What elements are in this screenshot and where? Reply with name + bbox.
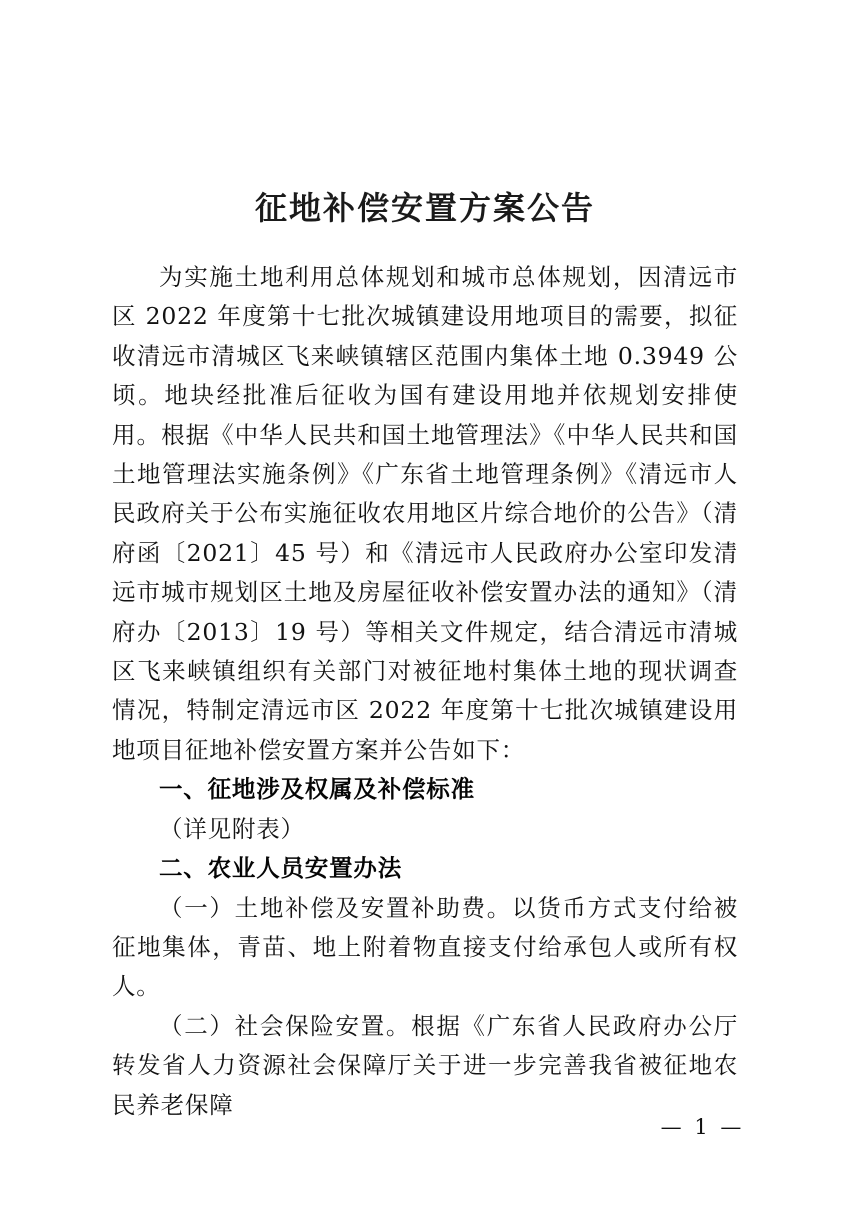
section-heading-two: 二、农业人员安置办法: [159, 854, 402, 883]
page-number: — 1 —: [660, 1115, 745, 1139]
section-heading-one: 一、征地涉及权属及补偿标准: [159, 775, 475, 804]
document-body: [112, 258, 738, 1125]
page-title: 征地补偿安置方案公告: [254, 189, 595, 228]
page-footer: [0, 1115, 850, 1139]
paragraph-preamble: 为实施土地利用总体规划和城市总体规划，因清远市区 2022 年度第十七批次城镇建设用地项目的需要，拟征收清远市清城区飞来峡镇辖区范围内集体土地 0.3949 公顷。地块经批准后征收为国有建设用地并依规划安排使用。根据《中华人民共和国土地管理法》《中华人民共和国土地管理法实施条例》《广东省土地管理条例》《清远市人民政府关于公布实施征收农用地区片综合地价的公告》（清府函〔2021〕45 号）和《清远市人民政府办公室印发清远市城市规划区土地及房屋征收补偿安置办法的通知》（清府办〔2013〕19 号）等相关文件规定，结合清远市清城区飞来峡镇组织有关部门对被征地村集体土地的现状调查情况，特制定清远市区 2022 年度第十七批次城镇建设用地项目征地补偿安置方案并公告如下：: [112, 263, 738, 764]
section-one-note: （详见附表）: [159, 814, 305, 843]
paragraph-item-one: （一）土地补偿及安置补助费。以货币方式支付给被征地集体，青苗、地上附着物直接支付给承包人或所有权人。: [112, 893, 738, 1001]
paragraph-item-two: （二）社会保险安置。根据《广东省人民政府办公厅转发省人力资源社会保障厅关于进一步完善我省被征地农民养老保障: [112, 1011, 738, 1119]
